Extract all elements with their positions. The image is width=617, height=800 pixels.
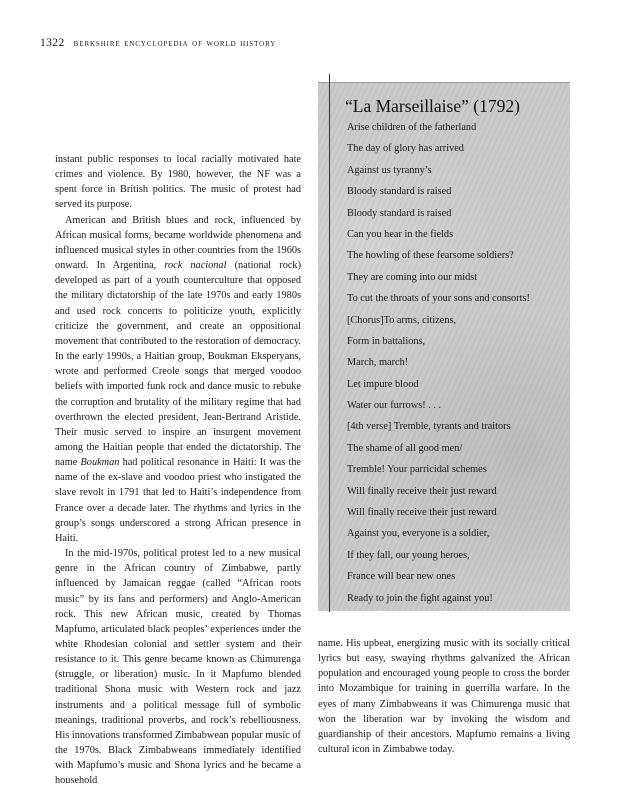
- verse-line: Bloody standard is raised: [347, 186, 452, 198]
- verse-line: Bloody standard is raised: [347, 207, 452, 219]
- verse-line: The day of glory has arrived: [347, 143, 464, 155]
- verse-line: If they fall, our young heroes,: [347, 549, 470, 561]
- paragraph-mapfumo: name. His upbeat, energizing music with its socially critical lyrics but easy, swaying rhythms galvanized the African population and encouraged young people to cross the border into Mozambique for training in guerrilla warfare. In the eyes of many Zimbabweans it was Chimurenga music that won the liberation war by invoking the wisdom and guardianship of their ancestors. Mapfumo remains a living cultural icon in Zimbabwe today.: [318, 638, 570, 756]
- paragraph-nf: instant public responses to local racially motivated hate crimes and violence. By 1980, however, the NF was a spent force in British politics. The music of protest had served its purpose.: [55, 154, 301, 211]
- boukman-term: Boukman: [80, 457, 120, 469]
- verse-line: Ready to join the fight against you!: [347, 592, 493, 604]
- verse-line: The howling of these fearsome soldiers?: [347, 250, 514, 262]
- verse-list: [347, 122, 567, 614]
- verse-line: Against us tyranny’s: [347, 164, 432, 176]
- verse-line: [Chorus]To arms, citizens,: [347, 314, 457, 326]
- verse-line: The shame of all good men/: [347, 442, 463, 454]
- left-column: [55, 152, 301, 789]
- paragraph-zimbabwe: In the mid-1970s, political protest led to a new musical genre in the African country of Zimbabwe, partly influenced by Jamaican reggae (called “African roots music” by its fans and performers) and Anglo-American rock. This new African music, created by Thomas Mapfumo, articulated black peoples’ experiences under the white Rhodesian colonial and settler system and their resistance to it. This genre became known as Chimurenga (struggle, or liberation) music. In it Mapfumo blended traditional Shona music with Western rock and jazz instruments and a political message full of symbolic meanings, traditional proverbs, and rock’s rebelliousness. His innovations transformed Zimbabwean popular music of the 1970s. Black Zimbabweans immediately identified with Mapfumo’s music and Shona lyrics and he became a household: [55, 548, 301, 787]
- verse-line: Will finally receive their just reward: [347, 507, 497, 519]
- verse-line: Will finally receive their just reward: [347, 485, 497, 497]
- book-title: berkshire encyclopedia of world history: [73, 38, 277, 49]
- paragraph-blues-rock: [55, 213, 301, 546]
- verse-line: March, march!: [347, 357, 409, 369]
- verse-line: To cut the throats of your sons and consorts!: [347, 293, 530, 305]
- sidebar-rule: [329, 74, 330, 612]
- paragraph-text: (national rock) developed as part of a youth counterculture that opposed the military dictatorship of the late 1970s and early 1980s and used rock concerts to politicize youth, explicitly criticize the government, and create an oppositional movement that contributed to the restoration of democracy. In the early 1990s, a Haitian group, Boukman Eksperyans, wrote and performed Creole songs that merged voodoo beliefs with imported funk rock and dance music to rebuke the corruption and brutality of the military regime that had overthrown the elected president, Jean-Bertrand Aristide. Their music served to inspire an insurgent movement among the Haitian people that ended the dictatorship. The name: [55, 260, 301, 469]
- verse-line: Form in battalions,: [347, 335, 426, 347]
- verse-line: Let impure blood: [347, 378, 419, 390]
- verse-line: Can you hear in the fields: [347, 228, 454, 240]
- verse-line: Tremble! Your parricidal schemes: [347, 464, 487, 476]
- verse-line: Arise children of the fatherland: [347, 122, 477, 133]
- verse-line: They are coming into our midst: [347, 271, 478, 283]
- running-header: [40, 37, 276, 49]
- verse-line: [4th verse] Tremble, tyrants and traitors: [347, 421, 511, 433]
- verse-line: Water our furrows! . . .: [347, 400, 442, 412]
- page-number: 1322: [40, 37, 65, 49]
- right-column: [318, 636, 570, 757]
- verse-line: Against you, everyone is a soldier,: [347, 528, 490, 540]
- paragraph-text: had political resonance in Haiti: It was the name of the ex-slave and voodoo priest who instigated the slave revolt in 1791 that led to Haiti’s independence from France over a decade later. The rhythms and lyrics in the group’s songs underscored a strong African presence in Haiti.: [55, 457, 301, 544]
- sidebar-title: “La Marseillaise” (1792): [345, 96, 520, 116]
- rock-nacional-term: rock nacional: [164, 260, 227, 272]
- paragraph-text: American and British blues and rock, influenced by African musical forms, became worldwide phenomena and influenced musical styles in other countries from the 1960s onward. In Argentina,: [55, 214, 301, 272]
- verse-line: France will bear new ones: [347, 571, 456, 583]
